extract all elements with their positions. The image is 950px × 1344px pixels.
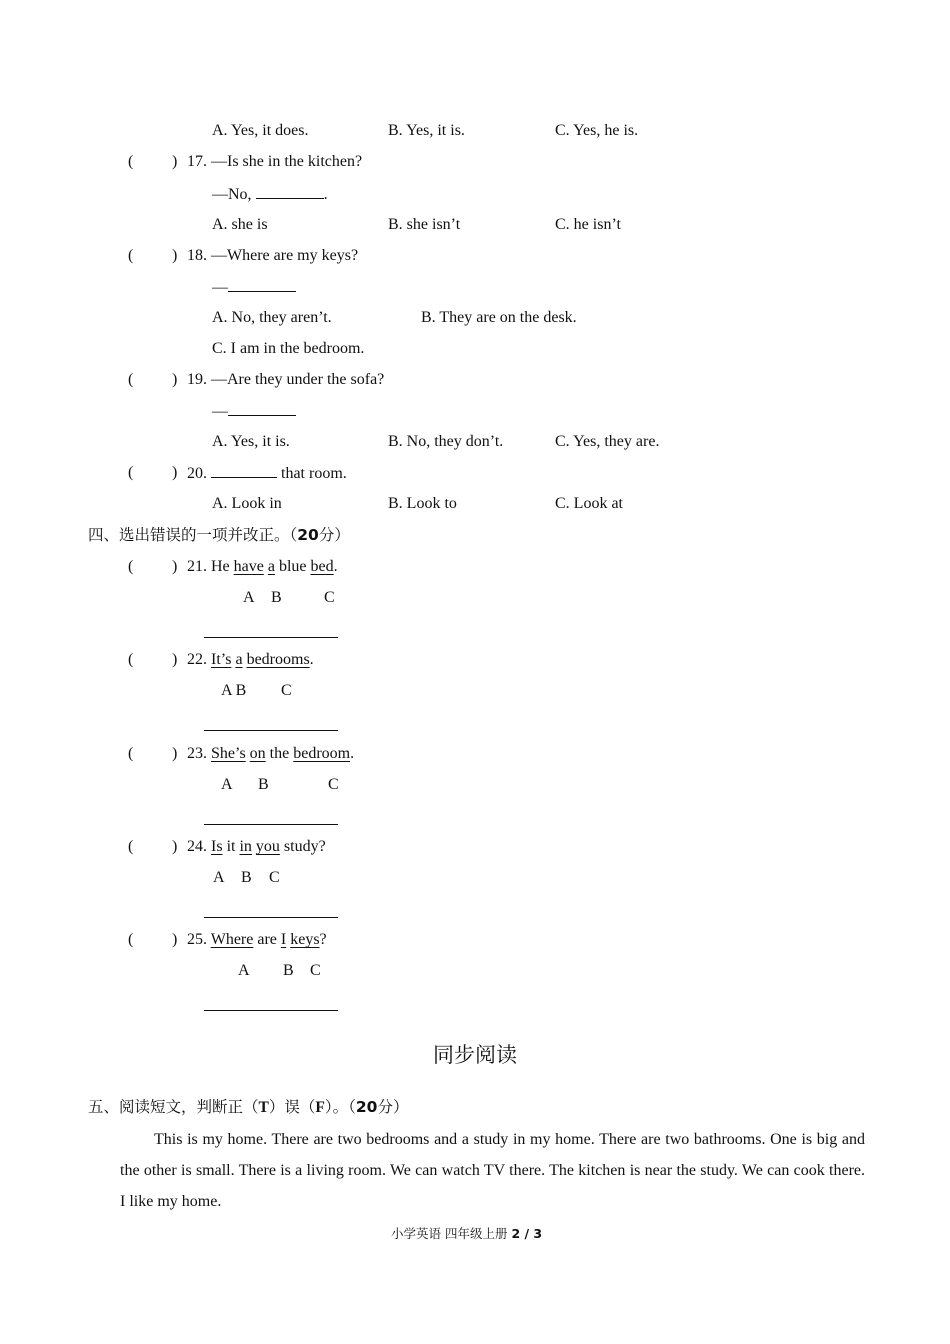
q21-text: He bbox=[211, 558, 234, 575]
q22-underlined-b: a bbox=[235, 651, 243, 668]
q25-sentence bbox=[187, 930, 327, 950]
section-5-false-mark: F bbox=[315, 1099, 325, 1116]
footer-text: 小学英语 四年级上册 bbox=[391, 1226, 512, 1241]
q16-option-a: A. Yes, it does. bbox=[212, 122, 309, 139]
answer-paren-close: ) bbox=[172, 651, 178, 668]
section-5-title: 五、阅读短文，判断正（ bbox=[88, 1098, 259, 1116]
q23-letter-c: C bbox=[328, 776, 339, 793]
q19-dash: — bbox=[212, 403, 228, 420]
q18-dash: — bbox=[212, 279, 228, 296]
q24-underlined-c: you bbox=[255, 838, 280, 855]
q19-blank bbox=[228, 401, 296, 416]
q23-number: 23. bbox=[187, 745, 207, 762]
q23-underlined-a: She’s bbox=[211, 745, 246, 762]
reading-passage: This is my home. There are two bedrooms and a study in my home. There are two bathrooms. One is big and the other is small. There is a living room. We can watch TV there. The kitchen is near the study. We can cook there. I like my home. bbox=[120, 1131, 865, 1210]
q23-underlined-c: bedroom bbox=[293, 745, 351, 762]
q19-option-c: C. Yes, they are. bbox=[555, 433, 660, 450]
q20-option-a: A. Look in bbox=[212, 495, 282, 512]
section-5-title-end: 分） bbox=[377, 1098, 409, 1116]
q20-question bbox=[187, 463, 347, 484]
q23-text: . bbox=[350, 745, 355, 762]
q20-blank bbox=[211, 463, 277, 478]
q22-letters-ab: A B bbox=[221, 682, 247, 699]
section-5-score: 20 bbox=[355, 1098, 378, 1116]
q20-question-text: that room. bbox=[281, 465, 347, 482]
q24-letter-b: B bbox=[241, 869, 252, 886]
answer-paren-close: ) bbox=[172, 931, 178, 948]
section-5-title: ）误（ bbox=[268, 1098, 316, 1116]
q22-number: 22. bbox=[187, 651, 207, 668]
section-5-heading bbox=[88, 1097, 408, 1118]
q19-reply bbox=[212, 401, 296, 422]
q19-question bbox=[187, 370, 384, 390]
q24-underlined-b: in bbox=[239, 838, 252, 855]
section-4-score: 20 bbox=[297, 526, 319, 544]
q24-text: it bbox=[222, 838, 240, 855]
q22-sentence bbox=[187, 650, 314, 670]
q16-option-c: C. Yes, he is. bbox=[555, 122, 639, 139]
section-5-title: ）。（ bbox=[324, 1098, 356, 1116]
q25-underlined-c: keys bbox=[290, 931, 320, 948]
q20-option-b: B. Look to bbox=[388, 495, 457, 512]
q18-reply bbox=[212, 277, 296, 298]
answer-paren-close: ) bbox=[172, 153, 178, 170]
q19-option-a: A. Yes, it is. bbox=[212, 433, 290, 450]
q22-underlined-c: bedrooms bbox=[246, 651, 310, 668]
q18-question bbox=[187, 246, 358, 266]
q17-option-b: B. she isn’t bbox=[388, 216, 461, 233]
answer-paren-open: ( bbox=[128, 558, 134, 575]
q25-number: 25. bbox=[187, 931, 207, 948]
q24-text: study? bbox=[279, 838, 326, 855]
q21-text: blue bbox=[274, 558, 311, 575]
answer-paren-open: ( bbox=[128, 745, 134, 762]
section-5-true-mark: T bbox=[258, 1099, 269, 1116]
q17-reply-prefix: —No, bbox=[212, 186, 252, 203]
q18-option-b: B. They are on the desk. bbox=[421, 309, 577, 326]
q21-letter-a: A bbox=[243, 589, 255, 606]
q24-sentence bbox=[187, 837, 326, 857]
q23-underlined-b: on bbox=[249, 745, 266, 762]
q23-text: the bbox=[265, 745, 294, 762]
q17-reply bbox=[212, 184, 328, 205]
q25-text: are bbox=[253, 931, 281, 948]
reading-section-title: 同步阅读 bbox=[433, 1043, 517, 1067]
answer-paren-open: ( bbox=[128, 153, 134, 170]
q18-option-c: C. I am in the bedroom. bbox=[212, 340, 365, 357]
answer-paren-close: ) bbox=[172, 558, 178, 575]
q23-letter-a: A bbox=[221, 776, 233, 793]
q18-number: 18. bbox=[187, 247, 207, 264]
q24-underlined-a: Is bbox=[211, 838, 223, 855]
q17-question-text: —Is she in the kitchen? bbox=[211, 153, 363, 170]
q25-underlined-a: Where bbox=[210, 931, 254, 948]
answer-paren-close: ) bbox=[172, 745, 178, 762]
q21-underlined-c: bed bbox=[310, 558, 334, 575]
q17-number: 17. bbox=[187, 153, 207, 170]
q24-number: 24. bbox=[187, 838, 207, 855]
q21-answer-line bbox=[204, 637, 338, 638]
q20-number: 20. bbox=[187, 465, 207, 482]
answer-paren-open: ( bbox=[128, 247, 134, 264]
q24-letter-c: C bbox=[269, 869, 280, 886]
q25-letter-a: A bbox=[238, 962, 250, 979]
q21-sentence bbox=[187, 557, 338, 577]
q17-option-c: C. he isn’t bbox=[555, 216, 621, 233]
q25-answer-line bbox=[204, 1010, 338, 1011]
q21-underlined-a: have bbox=[233, 558, 264, 575]
answer-paren-open: ( bbox=[128, 931, 134, 948]
q17-reply-suffix: . bbox=[323, 186, 328, 203]
section-4-title-end: 分） bbox=[318, 526, 350, 544]
q21-number: 21. bbox=[187, 558, 207, 575]
q20-option-c: C. Look at bbox=[555, 495, 623, 512]
q22-underlined-a: It’s bbox=[211, 651, 232, 668]
answer-paren-close: ) bbox=[172, 464, 178, 481]
q24-letter-a: A bbox=[213, 869, 225, 886]
q19-option-b: B. No, they don’t. bbox=[388, 433, 504, 450]
q22-text: . bbox=[309, 651, 314, 668]
q21-underlined-b: a bbox=[267, 558, 275, 575]
q18-question-text: —Where are my keys? bbox=[211, 247, 359, 264]
q23-answer-line bbox=[204, 824, 338, 825]
q21-letter-b: B bbox=[271, 589, 282, 606]
q17-question bbox=[187, 152, 362, 172]
answer-paren-open: ( bbox=[128, 464, 134, 481]
q21-letter-c: C bbox=[324, 589, 335, 606]
q25-text: ? bbox=[319, 931, 327, 948]
q23-letter-b: B bbox=[258, 776, 269, 793]
q19-question-text: —Are they under the sofa? bbox=[211, 371, 385, 388]
q24-answer-line bbox=[204, 917, 338, 918]
q25-letter-c: C bbox=[310, 962, 321, 979]
answer-paren-open: ( bbox=[128, 371, 134, 388]
answer-paren-open: ( bbox=[128, 651, 134, 668]
q25-letter-b: B bbox=[283, 962, 294, 979]
answer-paren-open: ( bbox=[128, 838, 134, 855]
q22-answer-line bbox=[204, 730, 338, 731]
q22-letter-c: C bbox=[281, 682, 292, 699]
q25-underlined-b: I bbox=[280, 931, 287, 948]
section-4-heading bbox=[88, 525, 350, 545]
q16-option-b: B. Yes, it is. bbox=[388, 122, 465, 139]
q18-option-a: A. No, they aren’t. bbox=[212, 309, 332, 326]
q18-blank bbox=[228, 277, 296, 292]
page-footer bbox=[391, 1224, 542, 1244]
q17-blank bbox=[256, 184, 324, 199]
page-number: 2 / 3 bbox=[511, 1226, 543, 1241]
q17-option-a: A. she is bbox=[212, 216, 268, 233]
q21-text: . bbox=[333, 558, 338, 575]
q23-sentence bbox=[187, 744, 354, 764]
q19-number: 19. bbox=[187, 371, 207, 388]
answer-paren-close: ) bbox=[172, 247, 178, 264]
answer-paren-close: ) bbox=[172, 371, 178, 388]
section-4-title: 四、选出错误的一项并改正。（ bbox=[88, 526, 298, 544]
answer-paren-close: ) bbox=[172, 838, 178, 855]
